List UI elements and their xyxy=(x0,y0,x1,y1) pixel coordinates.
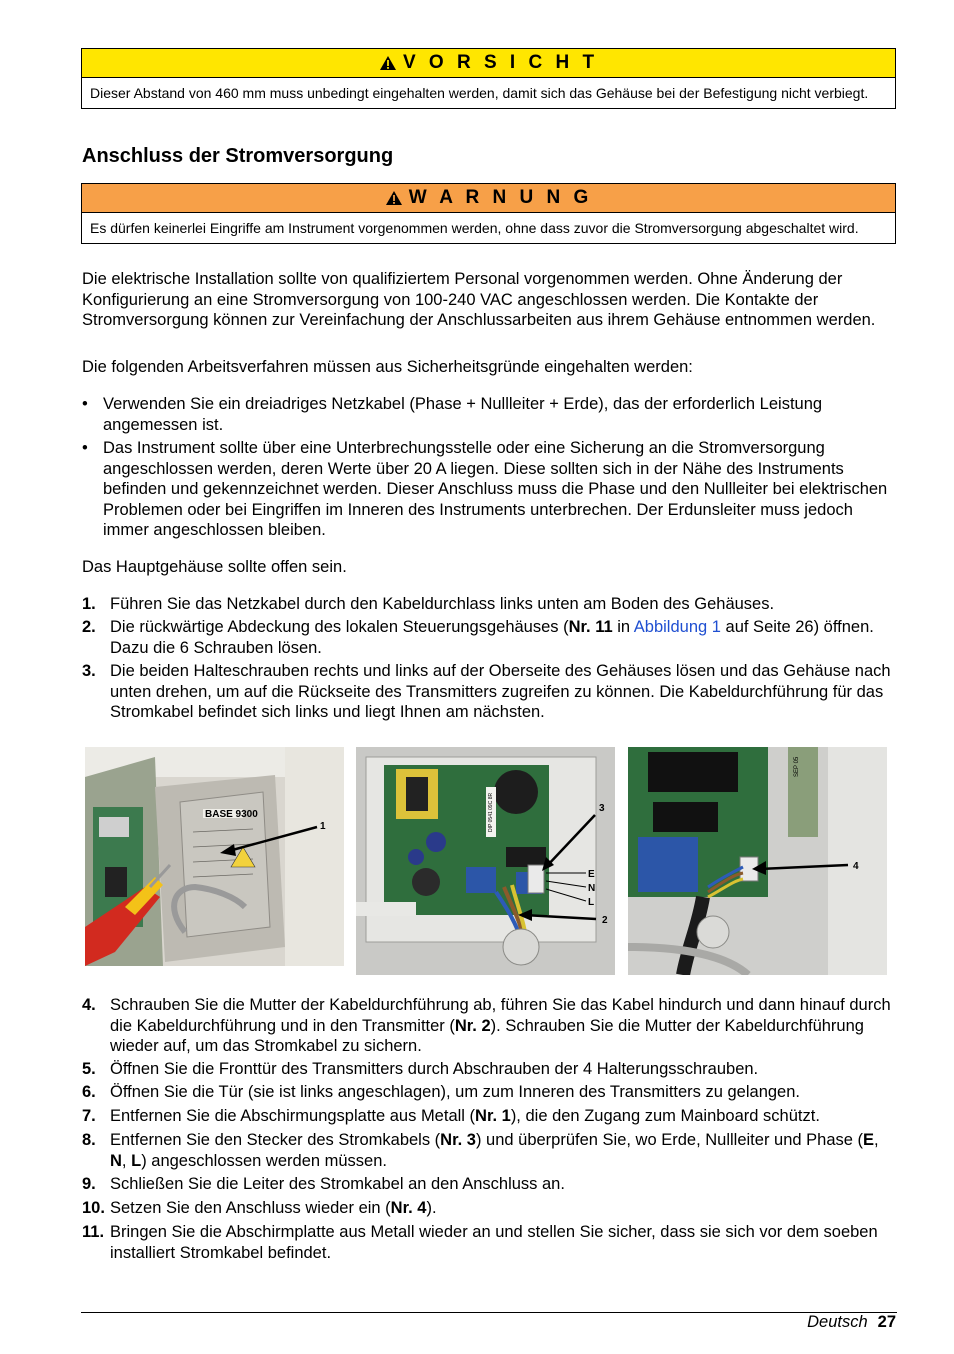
board-label: SEP 05 xyxy=(794,756,800,777)
caution-text: Dieser Abstand von 460 mm muss unbedingt eingehalten werden, damit sich das Gehäuse bei der Befestigung nicht verbiegt. xyxy=(90,85,869,101)
figure-link[interactable]: Abbildung 1 xyxy=(633,618,721,636)
callout-2: 2 xyxy=(602,915,608,926)
bullet-text: Verwenden Sie ein dreiadriges Netzkabel (Phase + Nullleiter + Erde), das der erforderlich Leistung angemessen ist. xyxy=(103,395,823,434)
caution-header xyxy=(82,49,895,78)
caution-box xyxy=(81,48,896,109)
warning-text: Es dürfen keinerlei Eingriffe am Instrument vorgenommen werden, ohne dass zuvor die Stromversorgung abgeschaltet wird. xyxy=(90,220,859,236)
callout-4: 4 xyxy=(853,861,859,872)
bullet-dot: • xyxy=(82,439,88,457)
device-label: BASE 9300 xyxy=(205,809,258,820)
section-title: Anschluss der Stromversorgung xyxy=(82,145,394,167)
terminal-label-l: L xyxy=(588,897,595,908)
board-label: DIP 0541 09C 8R xyxy=(488,792,494,832)
warning-triangle-icon xyxy=(385,190,403,206)
warning-triangle-icon xyxy=(379,55,397,71)
warning-box xyxy=(81,183,896,244)
footer-language: Deutsch xyxy=(807,1313,868,1331)
callout-3: 3 xyxy=(599,803,605,814)
photo-panel-3 xyxy=(628,747,887,975)
terminal-label-e: E xyxy=(588,869,595,880)
photo-panel-2 xyxy=(356,747,615,975)
page-footer xyxy=(807,1312,896,1332)
warning-header xyxy=(82,184,895,213)
bullet-text: Das Instrument sollte über eine Unterbrechungsstelle oder eine Sicherung an die Stromversorgung angeschlossen werden, deren Werte über 20 A liegen. Diese sollten sich in der Nähe des Instruments befinden und gekennzeichnet werden. Dieser Anschluss muss die Phase und den Nullleiter bei elektrischen Problemen oder bei Eingriffen im Inneren des Instruments unterbrechen. Der Erdunsleiter muss jedoch immer angeschlossen bleiben. xyxy=(103,439,888,539)
procedures-intro: Die folgenden Arbeitsverfahren müssen aus Sicherheitsgründe eingehalten werden: xyxy=(82,358,693,376)
bullet-dot: • xyxy=(82,395,88,413)
callout-1: 1 xyxy=(320,821,326,832)
footer-divider xyxy=(81,1312,897,1313)
intro-paragraph: Die elektrische Installation sollte von qualifiziertem Personal vorgenommen werden. Ohne Änderung der Konfigurierung an eine Stromversorgung von 100-240 VAC angeschlossen werden. Die Kontakte der Stromversorgung können zur Vereinfachung der Anschlussarbeiten aus ihrem Gehäuse entnommen werden. xyxy=(82,270,876,329)
caution-title: V O R S I C H T xyxy=(402,52,599,73)
terminal-label-n: N xyxy=(588,883,596,894)
housing-note: Das Hauptgehäuse sollte offen sein. xyxy=(82,558,347,576)
photo-panel-1 xyxy=(85,747,344,966)
warning-title: W A R N U N G xyxy=(408,187,593,208)
page-number: 27 xyxy=(877,1313,896,1331)
